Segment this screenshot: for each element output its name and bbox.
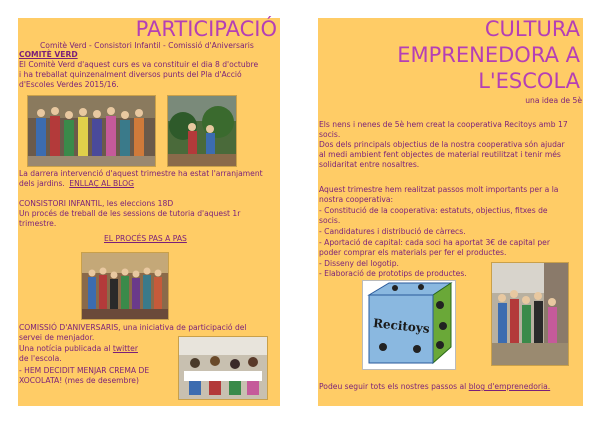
noticia-line — [19, 344, 138, 353]
cultura-title-line: L'ESCOLA — [478, 69, 580, 93]
recitoys-dice-logo — [362, 280, 456, 370]
comite-line: d'Escoles Verdes 2015/16. — [19, 80, 119, 89]
para1-line: Els nens i nenes de 5è hem creat la cooperativa Recitoys amb 17 — [319, 120, 568, 129]
right-page-cultura-emprenedora — [318, 18, 583, 406]
garden-work-photo — [167, 95, 237, 167]
consistori-line: trimestre. — [19, 219, 57, 228]
comissio-line: COMISSIÓ D'ANIVERSARIS, una iniciativa de participació del — [19, 323, 247, 332]
para1-line: al medi ambient fent objectes de material reutilitzat i tenir més — [319, 150, 561, 159]
consistori-children-photo — [81, 252, 169, 320]
comite-verd-heading: COMITÈ VERD — [19, 50, 78, 59]
para2-line: - Constitució de la cooperativa: estatuts, objectius, fitxes de — [319, 206, 548, 215]
para2-line: Aquest trimestre hem realitzat passos molt importants per a la — [319, 185, 559, 194]
left-page-participacio — [18, 18, 280, 406]
para1-line: Dos dels principals objectius de la nostra cooperativa són ajudar — [319, 140, 565, 149]
para1-line: solidaritat entre nosaltres. — [319, 160, 420, 169]
garden-line: La darrera intervenció d'aquest trimestre ha estat l'arranjament — [19, 169, 263, 178]
comite-line: El Comitè Verd d'aquest curs es va constituir el dia 8 d'octubre — [19, 60, 259, 69]
proces-link[interactable]: EL PROCÉS PAS A PAS — [104, 234, 187, 243]
para2-line: poder comprar els materials per fer el productes. — [319, 248, 507, 257]
para1-line: socis. — [319, 130, 341, 139]
xocolata-line: - HEM DECIDIT MENJAR CREMA DE — [19, 366, 150, 375]
comite-verd-group-photo — [27, 95, 156, 167]
consistori-line: Un procés de treball de les sessions de tutoria d'aquest 1r — [19, 209, 241, 218]
para2-line: socis. — [319, 216, 341, 225]
blog-link[interactable]: ENLLAÇ AL BLOG — [69, 179, 135, 188]
garden-line-text: dels jardins. — [19, 179, 65, 188]
para2-line: nostra cooperativa: — [319, 195, 394, 204]
xocolata-line: XOCOLATA! (mes de desembre) — [19, 376, 139, 385]
para2-line: - Candidatures i distribució de càrrecs. — [319, 227, 466, 236]
noticia-text: Una notícia publicada al — [19, 344, 113, 353]
para2-line: - Elaboració de prototips de productes. — [319, 269, 467, 278]
footer-text: Podeu seguir tots els nostres passos al — [319, 382, 469, 391]
comite-line: i ha treballat quinzenalment diversos punts del Pla d'Acció — [19, 70, 242, 79]
dice-label: Recitoys — [372, 316, 431, 336]
cultura-title-line: EMPRENEDORA A — [397, 43, 580, 67]
twitter-link[interactable]: twitter — [112, 344, 138, 353]
dining-room-photo — [178, 336, 268, 400]
participacio-title: PARTICIPACIÓ — [135, 17, 277, 41]
comissio-line: servei de menjador. — [19, 333, 95, 342]
para2-line: - Aportació de capital: cada soci ha aportat 3€ de capital per — [319, 238, 550, 247]
para2-line: - Disseny del logotip. — [319, 259, 399, 268]
garden-line — [19, 179, 134, 188]
participacio-subtitle: Comitè Verd - Consistori Infantil - Comissió d'Aniversaris — [40, 41, 254, 50]
emprenedoria-blog-link[interactable]: blog d'emprenedoria. — [468, 382, 551, 391]
cultura-title-line: CULTURA — [484, 17, 580, 41]
footer-line — [319, 382, 550, 391]
escola-line: de l'escola. — [19, 354, 62, 363]
consistori-heading: CONSISTORI INFANTIL, les eleccions 18D — [19, 199, 174, 208]
cultura-subtitle: una idea de 5è — [525, 96, 582, 105]
cooperative-students-photo — [491, 262, 569, 366]
